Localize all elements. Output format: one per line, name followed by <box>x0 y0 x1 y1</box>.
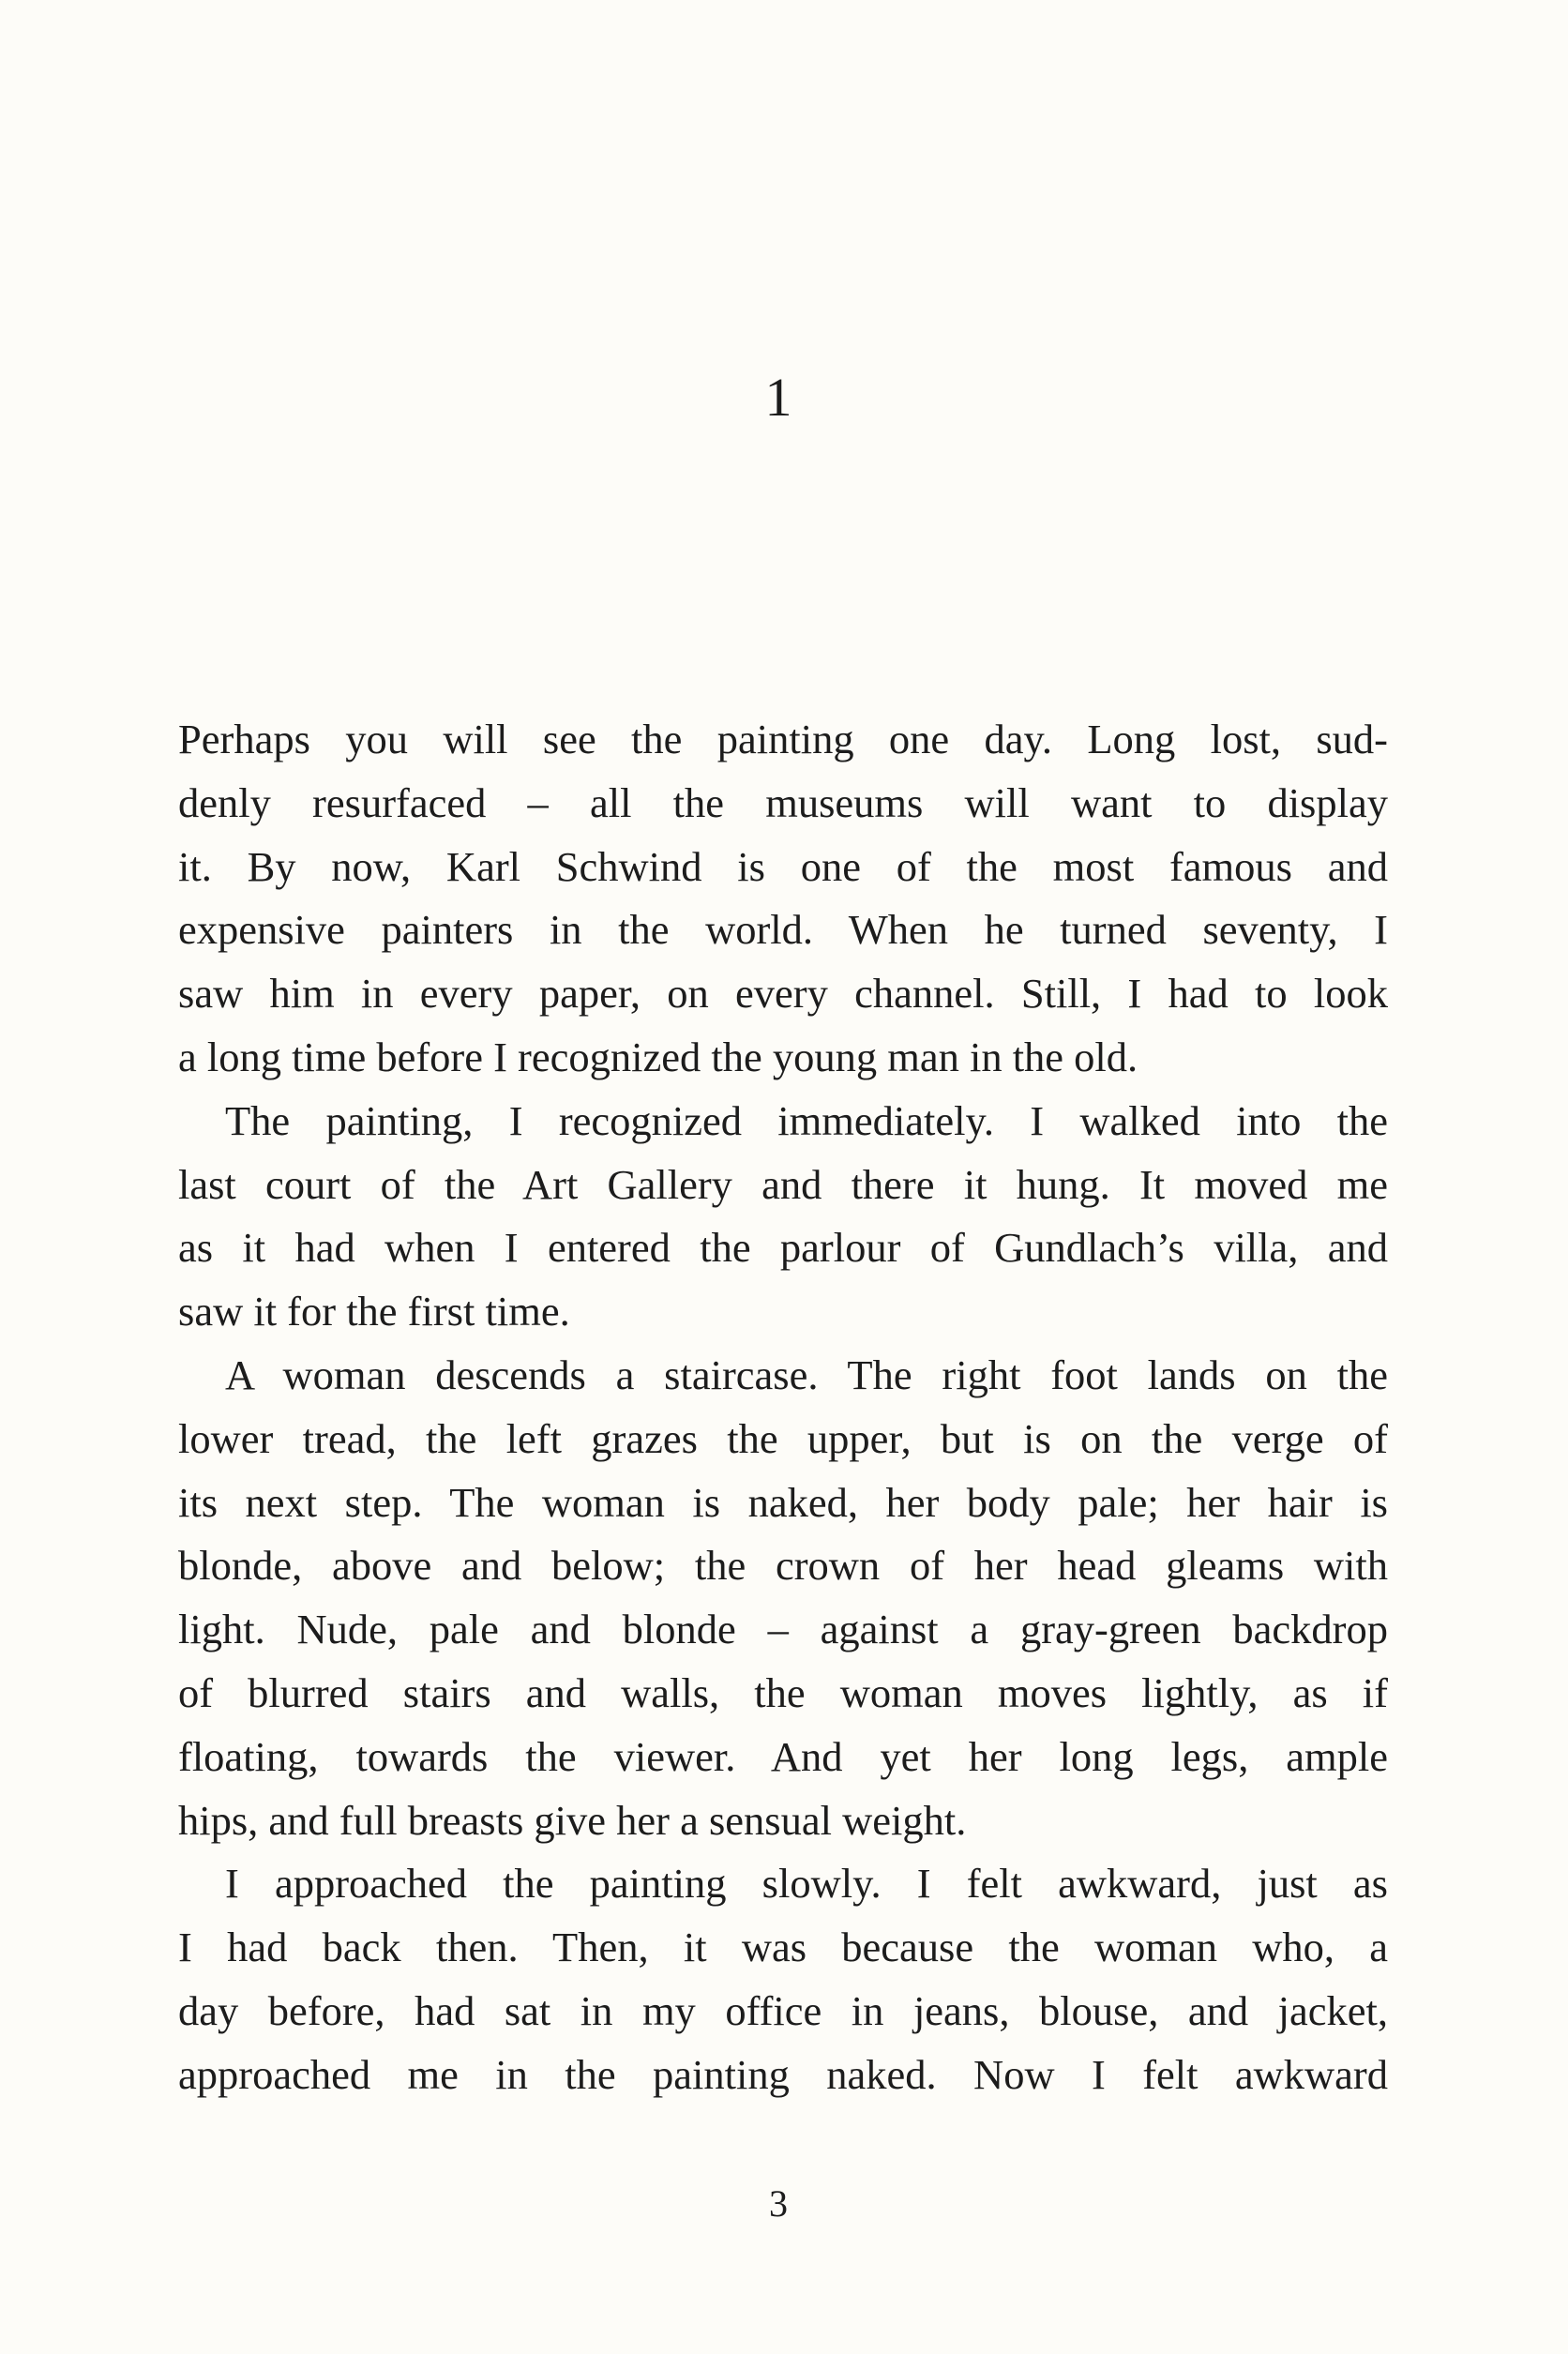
text-line: it. By now, Karl Schwind is one of the most famous and <box>178 842 1388 890</box>
page-number: 3 <box>769 2182 788 2225</box>
text-line: light. Nude, pale and blonde – against a gray-green backdrop <box>178 1606 1388 1653</box>
text-line: a long time before I recognized the young man in the old. <box>178 1033 1138 1080</box>
paragraph-4 <box>178 1852 1388 2106</box>
body-text <box>178 708 1388 2107</box>
text-line: floating, towards the viewer. And yet her long legs, ample <box>178 1732 1388 1780</box>
text-line: I had back then. Then, it was because the woman who, a <box>178 1924 1388 1971</box>
text-line: Perhaps you will see the painting one day. Long lost, sud- <box>178 716 1388 762</box>
text-line: day before, had sat in my office in jeans, blouse, and jacket, <box>178 1986 1388 2034</box>
paragraph-3 <box>178 1344 1388 1852</box>
chapter-number: 1 <box>764 367 792 428</box>
text-line: saw it for the first time. <box>178 1288 570 1335</box>
text-line: denly resurfaced – all the museums will want to display <box>178 778 1388 826</box>
text-line: blonde, above and below; the crown of her head gleams with <box>178 1542 1388 1590</box>
text-line: A woman descends a staircase. The right foot lands on the <box>225 1351 1388 1398</box>
text-line: saw him in every paper, on every channel. Still, I had to look <box>178 970 1388 1018</box>
text-line: last court of the Art Gallery and there it hung. It moved me <box>178 1160 1388 1208</box>
text-line: I approached the painting slowly. I felt awkward, just as <box>225 1860 1388 1908</box>
text-line: its next step. The woman is naked, her body pale; her hair is <box>178 1478 1388 1526</box>
text-line: approached me in the painting naked. Now I felt awkward <box>178 2050 1388 2098</box>
text-line: as it had when I entered the parlour of Gundlach’s villa, and <box>178 1224 1388 1272</box>
paragraph-1 <box>178 708 1388 1090</box>
text-line: expensive painters in the world. When he turned seventy, I <box>178 906 1388 954</box>
text-line: hips, and full breasts give her a sensual weight. <box>178 1796 967 1844</box>
text-line: The painting, I recognized immediately. I walked into the <box>225 1096 1388 1144</box>
text-line: of blurred stairs and walls, the woman moves lightly, as if <box>178 1668 1388 1716</box>
paragraph-2 <box>178 1090 1388 1344</box>
text-line: lower tread, the left grazes the upper, but is on the verge of <box>178 1414 1388 1462</box>
